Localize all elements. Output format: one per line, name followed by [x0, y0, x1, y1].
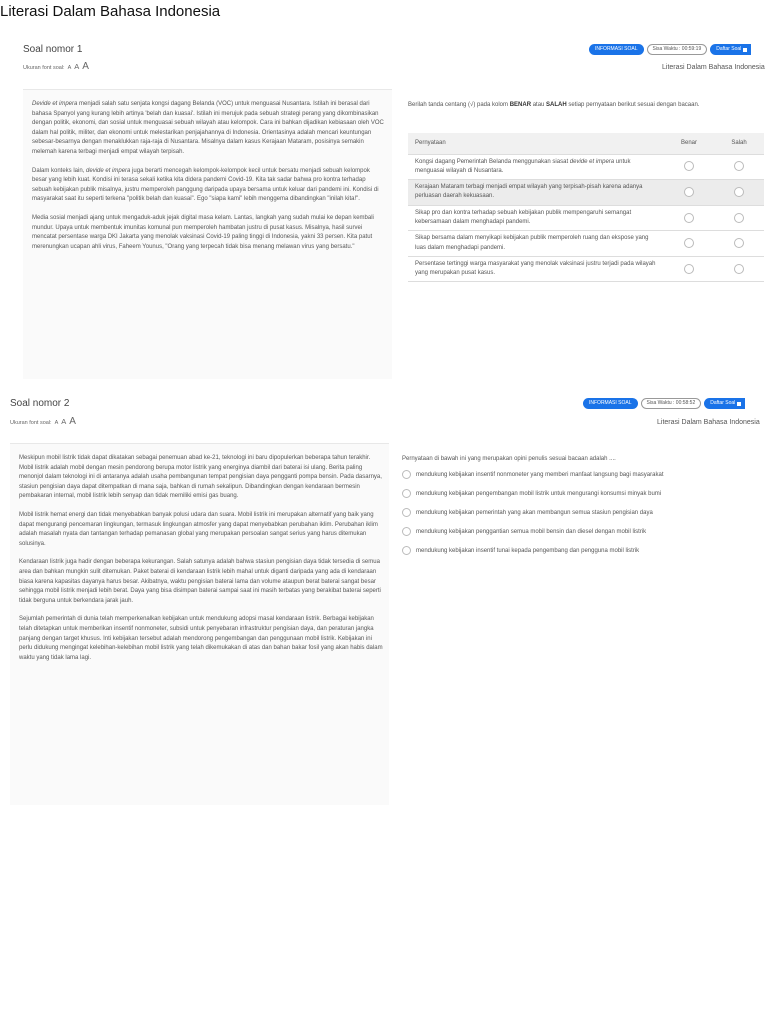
benar-radio[interactable] — [684, 264, 694, 274]
benar-radio[interactable] — [684, 161, 694, 171]
subject-label: Literasi Dalam Bahasa Indonesia — [662, 64, 765, 71]
font-size-control — [10, 416, 76, 427]
answer-option[interactable] — [402, 508, 653, 517]
option-radio[interactable] — [402, 489, 411, 498]
reading-panel — [10, 443, 389, 805]
font-size-label: Ukuran font soal: — [10, 420, 52, 426]
time-remaining: Sisa Waktu : 00:58:52 — [641, 398, 702, 409]
statement-table — [408, 133, 764, 282]
salah-radio[interactable] — [734, 213, 744, 223]
column-header-statement: Pernyataan — [408, 133, 664, 154]
reading-paragraph: Kendaraan listrik juga hadir dengan beberapa kekurangan. Salah satunya adalah bahwa stasiun pengisian daya tidak tersedia di semua area dan bahkan mungkin sulit ditemukan. Paket baterai di kendaraan listrik lebih mahal untuk diganti daripada yang ada di kendaraan biasa karena kapasitas dayanya harus besar. Akibatnya, waktu pengisian baterai lama dan volume ataupun berat baterai sangat besar sehingga mobil listrik menjadi lebih berat. Daya yang bisa disimpan baterai sampai saat ini masih terbatas yang berakibat baterai seperti tidak berguna untuk berkendara jarak jauh. — [19, 559, 381, 604]
column-header-benar: Benar — [664, 133, 714, 154]
subject-label: Literasi Dalam Bahasa Indonesia — [657, 419, 760, 426]
table-row — [408, 256, 764, 282]
reading-paragraph: Meskipun mobil listrik tidak dapat dikatakan sebagai penemuan abad ke-21, teknologi ini baru dipopulerkan beberapa tahun terakhir. Mobil listrik adalah mobil dengan mesin pendorong berupa motor listrik yang energinya diambil dari baterai isi ulang. Berita paling menonjol dalam teknologi ini di antaranya adalah usaha pembangunan tempat pengisian daya pengganti pompa bensin. Pada dasarnya, stasiun pengisian daya dapat ditempatkan di mana saja, bahkan di rumah sekalipun. Dibandingkan dengan kendaraan bermesin pembakaran internal, mobil listrik lebih senyap dan tidak memiliki emisi gas buang. — [19, 455, 382, 500]
statement-text: Sikap pro dan kontra terhadap sebuah kebijakan publik mempengaruhi semangat kebersamaan dalam menghadapi pandemi. — [408, 205, 664, 231]
table-row — [408, 180, 764, 206]
answer-option[interactable] — [402, 546, 639, 555]
font-size-label: Ukuran font soal: — [23, 65, 65, 71]
reading-paragraph: Devide et impera menjadi salah satu senjata kongsi dagang Belanda (VOC) untuk menguasai Nusantara. Istilah ini berasal dari bahasa Spanyol yang kurang lebih artinya 'belah dan kuasai'. Istilah ini merujuk pada sebuah strategi perang yang dikombinasikan dengan politik, ekonomi, dan sosial untuk menguasai sebuah wilayah atau kelompok. Cara ini bahkan dijadikan kebiasaan oleh VOC dalam hal politik, militer, dan ekonomi untuk melestarikan penjajahannya di Indonesia. Orientasinya adalah mencari keuntungan sebesar-besarnya dengan menaklukkan raja-raja di Nusantara. Misalnya dalam kasus Kerajaan Mataram, posisinya semakin melemah karena terbagi menjadi empat wilayah terpisah. — [32, 101, 384, 155]
font-size-large-button[interactable]: A — [82, 61, 89, 72]
reading-paragraph: Mobil listrik hemat energi dan tidak menyebabkan banyak polusi udara dan suara. Mobil listrik ini merupakan alternatif yang baik yang dapat mengurangi pencemaran lingkungan, termasuk lingkungan atmosfer yang dapat menyebabkan perubahan iklim. Perubahan iklim adalah masalah nyata dan tantangan terhadap pemanasan global yang merupakan persoalan sangat serius yang harus ditemukan solusinya. — [19, 511, 378, 547]
font-size-medium-button[interactable]: A — [61, 417, 67, 426]
daftar-soal-label: Daftar Soal — [716, 46, 742, 52]
option-label: mendukung kebijakan pemerintah yang akan membangun semua stasiun pengisian daya — [416, 509, 653, 516]
option-label: mendukung kebijakan pengembangan mobil listrik untuk mengurangi konsumsi minyak bumi — [416, 490, 662, 497]
reading-paragraph: Sejumlah pemerintah di dunia telah memperkenalkan kebijakan untuk mendukung adopsi masal kendaraan listrik. Berbagai kebijakan telah ditetapkan untuk memberikan insentif nonmoneter, subsidi untuk penyebaran infrastruktur pengisian daya, dan peraturan jangka panjang dengan target khusus. Inti kebijakan tersebut adalah mendorong pengembangan dan penggunaan mobil listrik. Kebijakan ini perlu didukung mengingat kelebihan-kelebihan mobil listrik yang telah dikemukakan di atas dan bahan bakar fosil yang akan habis dalam waktu yang tidak lama lagi. — [19, 616, 383, 661]
salah-radio[interactable] — [734, 238, 744, 248]
statement-text: Kongsi dagang Pemerintah Belanda menggunakan siasat devide et impera untuk menguasai wilayah di Nusantara. — [408, 154, 664, 180]
question-1-toolbar — [589, 44, 751, 55]
table-row — [408, 154, 764, 180]
statement-text: Kerajaan Mataram terbagi menjadi empat wilayah yang terpisah-pisah karena adanya perluasan daerah kekuasaan. — [408, 180, 664, 206]
question-2-title: Soal nomor 2 — [10, 398, 70, 409]
info-soal-button[interactable]: INFORMASI SOAL — [583, 398, 638, 409]
table-row — [408, 231, 764, 257]
salah-radio[interactable] — [734, 187, 744, 197]
table-row — [408, 205, 764, 231]
font-size-medium-button[interactable]: A — [74, 62, 80, 71]
question-2-toolbar — [583, 398, 745, 409]
option-radio[interactable] — [402, 527, 411, 536]
option-radio[interactable] — [402, 470, 411, 479]
answer-option[interactable] — [402, 527, 646, 536]
benar-radio[interactable] — [684, 213, 694, 223]
option-label: mendukung kebijakan penggantian semua mobil bensin dan diesel dengan mobil listrik — [416, 528, 647, 535]
statement-text: Sikap bersama dalam menyikapi kebijakan publik memperoleh ruang dan ekspose yang luas dalam menghadapi pandemi. — [408, 231, 664, 257]
answer-option[interactable] — [402, 470, 663, 479]
font-size-large-button[interactable]: A — [69, 416, 76, 427]
time-remaining: Sisa Waktu : 00:59:19 — [647, 44, 708, 55]
question-instruction: Berilah tanda centang (√) pada kolom BENAR atau SALAH setiap pernyataan berikut sesuai dengan bacaan. — [408, 102, 700, 108]
grid-icon — [737, 402, 741, 406]
answer-option[interactable] — [402, 489, 661, 498]
font-size-small-button[interactable]: A — [67, 65, 72, 71]
daftar-soal-label: Daftar Soal — [710, 400, 736, 406]
info-soal-button[interactable]: INFORMASI SOAL — [589, 44, 644, 55]
option-radio[interactable] — [402, 508, 411, 517]
option-label: mendukung kebijakan insentif nonmoneter yang memberi manfaat langsung bagi masyarakat — [416, 471, 664, 478]
statement-text: Persentase tertinggi warga masyarakat yang menolak vaksinasi justru terjadi pada wilayah yang merupakan pusat kasus. — [408, 256, 664, 282]
grid-icon — [743, 48, 747, 52]
font-size-control — [23, 61, 89, 72]
font-size-small-button[interactable]: A — [54, 420, 59, 426]
option-label: mendukung kebijakan insentif tunai kepada pengembang dan pengguna mobil listrik — [416, 547, 640, 554]
benar-radio[interactable] — [684, 187, 694, 197]
reading-paragraph: Dalam konteks lain, devide et impera juga berarti mencegah kelompok-kelompok kecil untuk bersatu menjadi sebuah kelompok besar yang lebih kuat. Kondisi ini terasa sekali ketika kita didera pandemi Covid-19. Kita tak sadar bahwa pro kontra terhadap sebuah kebijakan publik misalnya, justru memperoleh panggung daripada upaya bersama untuk keluar dari pandemi ini. Kondisi di masyarakat saat itu seperti terkena "politik belah dan kuasai". Ego "siapa kami" lebih menggema dibandingkan "inilah kita!". — [32, 167, 379, 203]
benar-radio[interactable] — [684, 238, 694, 248]
page-title: Literasi Dalam Bahasa Indonesia — [0, 3, 221, 20]
salah-radio[interactable] — [734, 161, 744, 171]
reading-text — [19, 454, 385, 672]
reading-panel — [23, 89, 392, 379]
daftar-soal-button[interactable] — [704, 398, 745, 409]
option-radio[interactable] — [402, 546, 411, 555]
salah-radio[interactable] — [734, 264, 744, 274]
question-1-title: Soal nomor 1 — [23, 44, 83, 55]
reading-paragraph: Media sosial menjadi ajang untuk mengaduk-aduk jejak digital masa kelam. Lantas, langkah yang sudah mulai ke depan kembali mundur. Upaya untuk membentuk imunitas komunal pun memperoleh hambatan justru di pusat kasus. Misalnya, hasil survei mencatat persentase warga DKI Jakarta yang menolak vaksinasi Covid-19 paling tinggi di Indonesia, yakni 33 persen. Kita patut merenungkan ucapan ahli virus, Faheem Younus, "Orang yang terpecah tidak bisa menang melawan virus yang bersatu." — [32, 214, 374, 250]
daftar-soal-button[interactable] — [710, 44, 751, 55]
column-header-salah: Salah — [714, 133, 764, 154]
question-text: Pernyataan di bawah ini yang merupakan opini penulis sesuai bacaan adalah .... — [402, 456, 616, 462]
reading-text — [32, 100, 386, 261]
